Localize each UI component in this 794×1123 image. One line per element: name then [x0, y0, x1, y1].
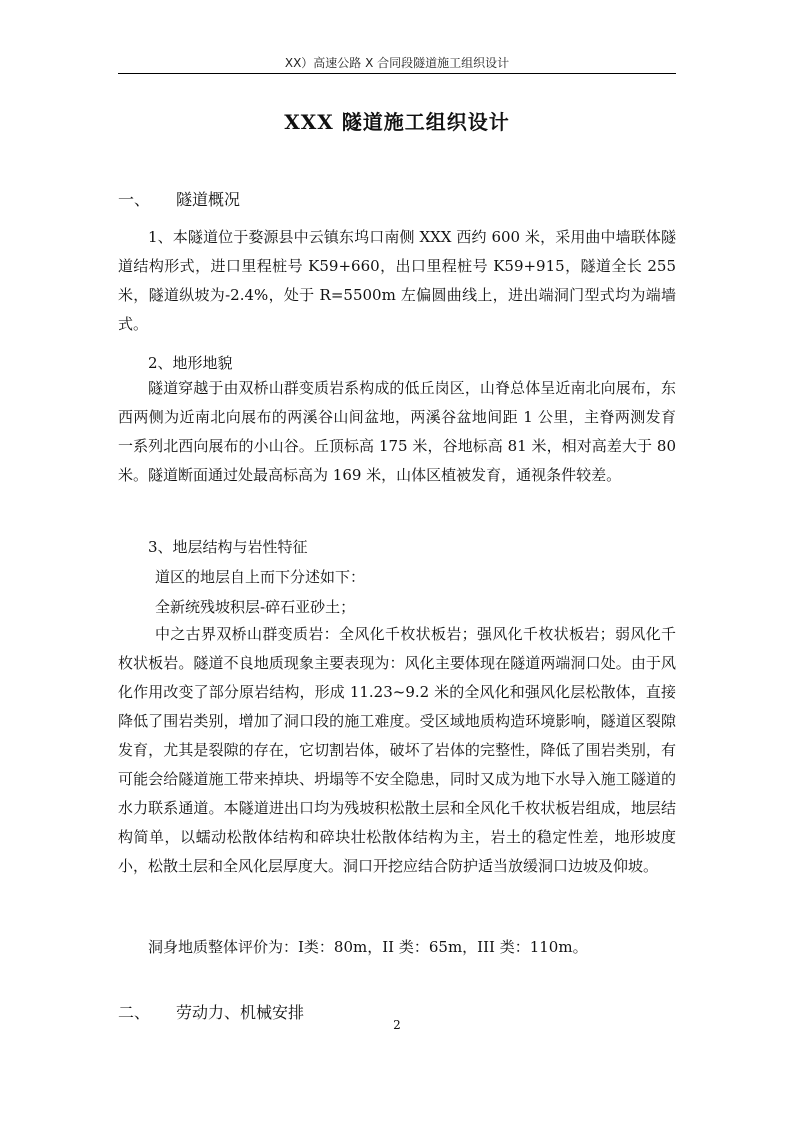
- section-number: 一、: [118, 190, 151, 209]
- section-heading-1: [118, 187, 240, 210]
- paragraph-strata: 中之古界双桥山群变质岩：全风化千枚状板岩；强风化千枚状板岩；弱风化千枚状板岩。隧道不良地质现象主要表现为：风化主要体现在隧道两端洞口处。由于风化作用改变了部分原岩结构，形成 11.23~9.2 米的全风化和强风化层松散体，直接降低了围岩类别，增加了洞口段的施工难度。受区域地质构造环境影响，隧道区裂隙发育，尤其是裂隙的存在，它切割岩体，破坏了岩体的完整性，降低了围岩类别，有可能会给隧道施工带来掉块、坍塌等不安全隐患，同时又成为地下水导入施工隧道的水力联系通道。本隧道进出口均为残坡积松散土层和全风化千枚状板岩组成，地层结构简单，以蠕动松散体结构和碎块壮松散体结构为主，岩土的稳定性差，地形坡度小，松散土层和全风化层厚度大。洞口开挖应结合防护适当放缓洞口边坡及仰坡。: [118, 625, 676, 875]
- running-header: XX）高速公路 X 合同段隧道施工组织设计: [284, 56, 510, 70]
- header-rule: [118, 73, 676, 74]
- page-number: 2: [393, 1018, 401, 1032]
- section-number: 二、: [118, 1003, 151, 1022]
- subheading-strata: 3、地层结构与岩性特征: [148, 538, 308, 556]
- section-title: 隧道概况: [176, 190, 241, 209]
- subheading-terrain: 2、地形地貌: [148, 354, 233, 372]
- geology-evaluation: 洞身地质整体评价为：Ⅰ类：80m，II 类：65m，III 类：110m。: [148, 938, 588, 956]
- document-title: XXX 隧道施工组织设计: [284, 110, 510, 134]
- section-title: 劳动力、机械安排: [176, 1003, 305, 1022]
- strata-intro: 道区的地层自上而下分述如下：: [155, 568, 366, 586]
- strata-layer-1: 全新统残坡积层-碎石亚砂土；: [155, 598, 356, 616]
- paragraph-overview: 1、本隧道位于婺源县中云镇东坞口南侧 XXX 西约 600 米，采用曲中墙联体隧道结构形式，进口里程桩号 K59+660，出口里程桩号 K59+915，隧道全长 255 米，隧道纵坡为-2.4%，处于 R=5500m 左偏圆曲线上，进出端洞门型式均为端墙式。: [118, 228, 676, 333]
- paragraph-terrain: 隧道穿越于由双桥山群变质岩系构成的低丘岗区，山脊总体呈近南北向展布，东西两侧为近南北向展布的两溪谷山间盆地，两溪谷盆地间距 1 公里，主脊两测发育一系列北西向展布的小山谷。丘顶标高 175 米，谷地标高 81 米，相对高差大于 80 米。隧道断面通过处最高标高为 169 米，山体区植被发育，通视条件较差。: [118, 379, 676, 484]
